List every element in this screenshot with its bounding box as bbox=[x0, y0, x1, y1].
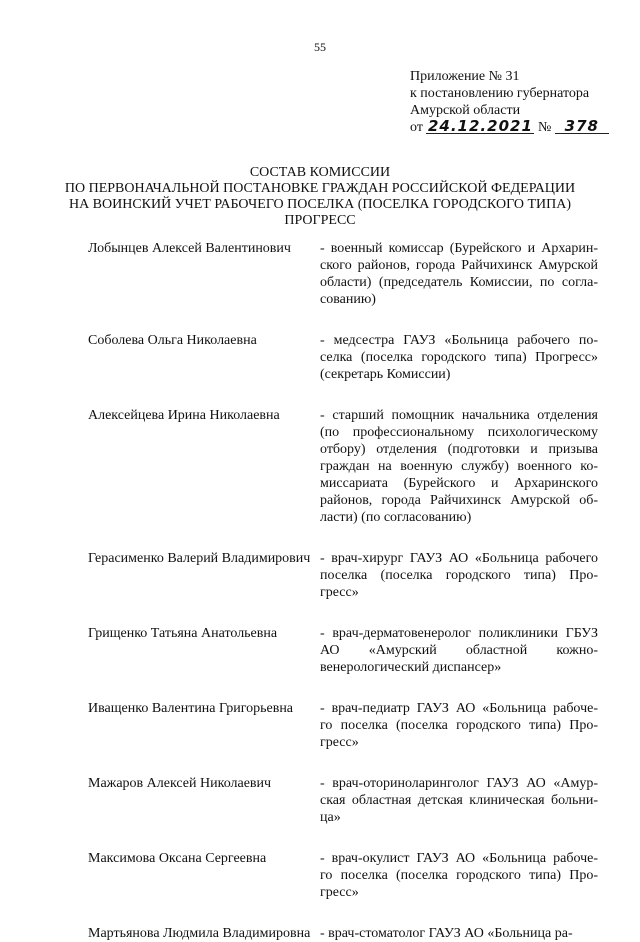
member-row bbox=[88, 625, 598, 676]
appendix-region: Амурской области bbox=[410, 103, 521, 118]
member-name: Иващенко Валентина Григорьевна bbox=[88, 701, 294, 716]
document-title bbox=[30, 165, 610, 229]
member-role bbox=[320, 240, 598, 308]
appendix-date-line bbox=[410, 119, 630, 136]
member-role bbox=[320, 925, 598, 942]
member-name: Герасименко Валерий Владимирович bbox=[88, 551, 311, 566]
member-role-line: - врач-хирург ГАУЗ АО «Больница рабочего bbox=[320, 551, 598, 566]
member-name: Алексейцева Ирина Николаевна bbox=[88, 408, 280, 423]
appendix-title: Приложение № 31 bbox=[410, 69, 520, 84]
member-role-line: го поселка (поселка городского типа) Про- bbox=[320, 868, 598, 883]
member-role-line: - врач-педиатр ГАУЗ АО «Больница рабоче- bbox=[320, 701, 598, 716]
member-role-line: отбору) отделения (подготовки и призыва bbox=[320, 442, 598, 457]
handwritten-date: 24.12.2021 bbox=[427, 117, 533, 135]
handwritten-number: 378 bbox=[555, 119, 609, 134]
member-role-line: ского районов, города Райчихинск Амурской bbox=[320, 258, 598, 273]
number-sign: № bbox=[537, 120, 552, 135]
member-row bbox=[88, 240, 598, 308]
member-role-line: - старший помощник начальника отделения bbox=[320, 408, 598, 423]
member-role bbox=[320, 850, 598, 901]
member-role-line: ца» bbox=[320, 810, 341, 825]
member-row bbox=[88, 700, 598, 751]
member-name: Мажаров Алексей Николаевич bbox=[88, 776, 272, 791]
member-role-line: области) (председатель Комиссии, по согла- bbox=[320, 275, 598, 290]
member-role-line: ласти) (по согласованию) bbox=[320, 510, 472, 525]
member-role-line: поселка (поселка городского типа) Про- bbox=[320, 568, 598, 583]
title-line-3: НА ВОИНСКИЙ УЧЕТ РАБОЧЕГО ПОСЕЛКА (ПОСЕЛКА ГОРОДСКОГО ТИПА) bbox=[68, 197, 572, 212]
member-row bbox=[88, 407, 598, 526]
member-role bbox=[320, 550, 598, 601]
member-role-line: гресс» bbox=[320, 735, 359, 750]
member-role-line: - медсестра ГАУЗ «Больница рабочего по- bbox=[320, 333, 598, 348]
member-role-line: селка (поселка городского типа) Прогресс» bbox=[320, 350, 598, 365]
member-role-line: гресс» bbox=[320, 885, 359, 900]
member-role bbox=[320, 700, 598, 751]
member-role-line: граждан на военную службу) военного ко- bbox=[320, 459, 598, 474]
member-role bbox=[320, 625, 598, 676]
commission-members-list bbox=[88, 240, 598, 942]
member-row bbox=[88, 925, 598, 942]
member-role-line: венерологический диспансер» bbox=[320, 660, 502, 675]
member-role-line: (секретарь Комиссии) bbox=[320, 367, 451, 382]
member-role-line: - военный комиссар (Бурейского и Архарин- bbox=[320, 241, 598, 256]
member-name: Максимова Оксана Сергеевна bbox=[88, 851, 267, 866]
title-line-1: СОСТАВ КОМИССИИ bbox=[249, 165, 391, 180]
member-name: Грищенко Татьяна Анатольевна bbox=[88, 626, 278, 641]
from-label: от bbox=[410, 120, 423, 135]
member-name: Соболева Ольга Николаевна bbox=[88, 333, 257, 348]
member-role-line: - врач-стоматолог ГАУЗ АО «Больница ра- bbox=[320, 926, 573, 941]
member-role bbox=[320, 407, 598, 526]
member-role-line: го поселка (поселка городского типа) Про- bbox=[320, 718, 598, 733]
member-role-line: - врач-оториноларинголог ГАУЗ АО «Амур- bbox=[320, 776, 598, 791]
page-number: 55 bbox=[314, 40, 326, 54]
member-name: Мартьянова Людмила Владимировна bbox=[88, 926, 311, 941]
member-name: Лобынцев Алексей Валентинович bbox=[88, 241, 291, 256]
member-role-line: районов, города Райчихинск Амурской об- bbox=[320, 493, 598, 508]
member-role bbox=[320, 775, 598, 826]
title-line-4: ПРОГРЕСС bbox=[284, 213, 356, 228]
member-role-line: - врач-дерматовенеролог поликлиники ГБУЗ bbox=[320, 626, 598, 641]
member-role-line: ская областная детская клиническая больни- bbox=[320, 793, 598, 808]
member-row bbox=[88, 775, 598, 826]
member-row bbox=[88, 850, 598, 901]
member-row bbox=[88, 332, 598, 383]
member-role-line: АО «Амурский областной кожно- bbox=[320, 643, 598, 658]
member-role-line: миссариата (Бурейского и Архаринского bbox=[320, 476, 598, 491]
member-role-line: сованию) bbox=[320, 292, 376, 307]
title-line-2: ПО ПЕРВОНАЧАЛЬНОЙ ПОСТАНОВКЕ ГРАЖДАН РОССИЙСКОЙ ФЕДЕРАЦИИ bbox=[64, 181, 576, 196]
member-role-line: гресс» bbox=[320, 585, 359, 600]
member-role bbox=[320, 332, 598, 383]
appendix-reference: к постановлению губернатора bbox=[410, 86, 590, 101]
appendix-header bbox=[410, 68, 630, 136]
member-role-line: (по профессиональному психологическому bbox=[320, 425, 598, 440]
member-row bbox=[88, 550, 598, 601]
member-role-line: - врач-окулист ГАУЗ АО «Больница рабоче- bbox=[320, 851, 598, 866]
